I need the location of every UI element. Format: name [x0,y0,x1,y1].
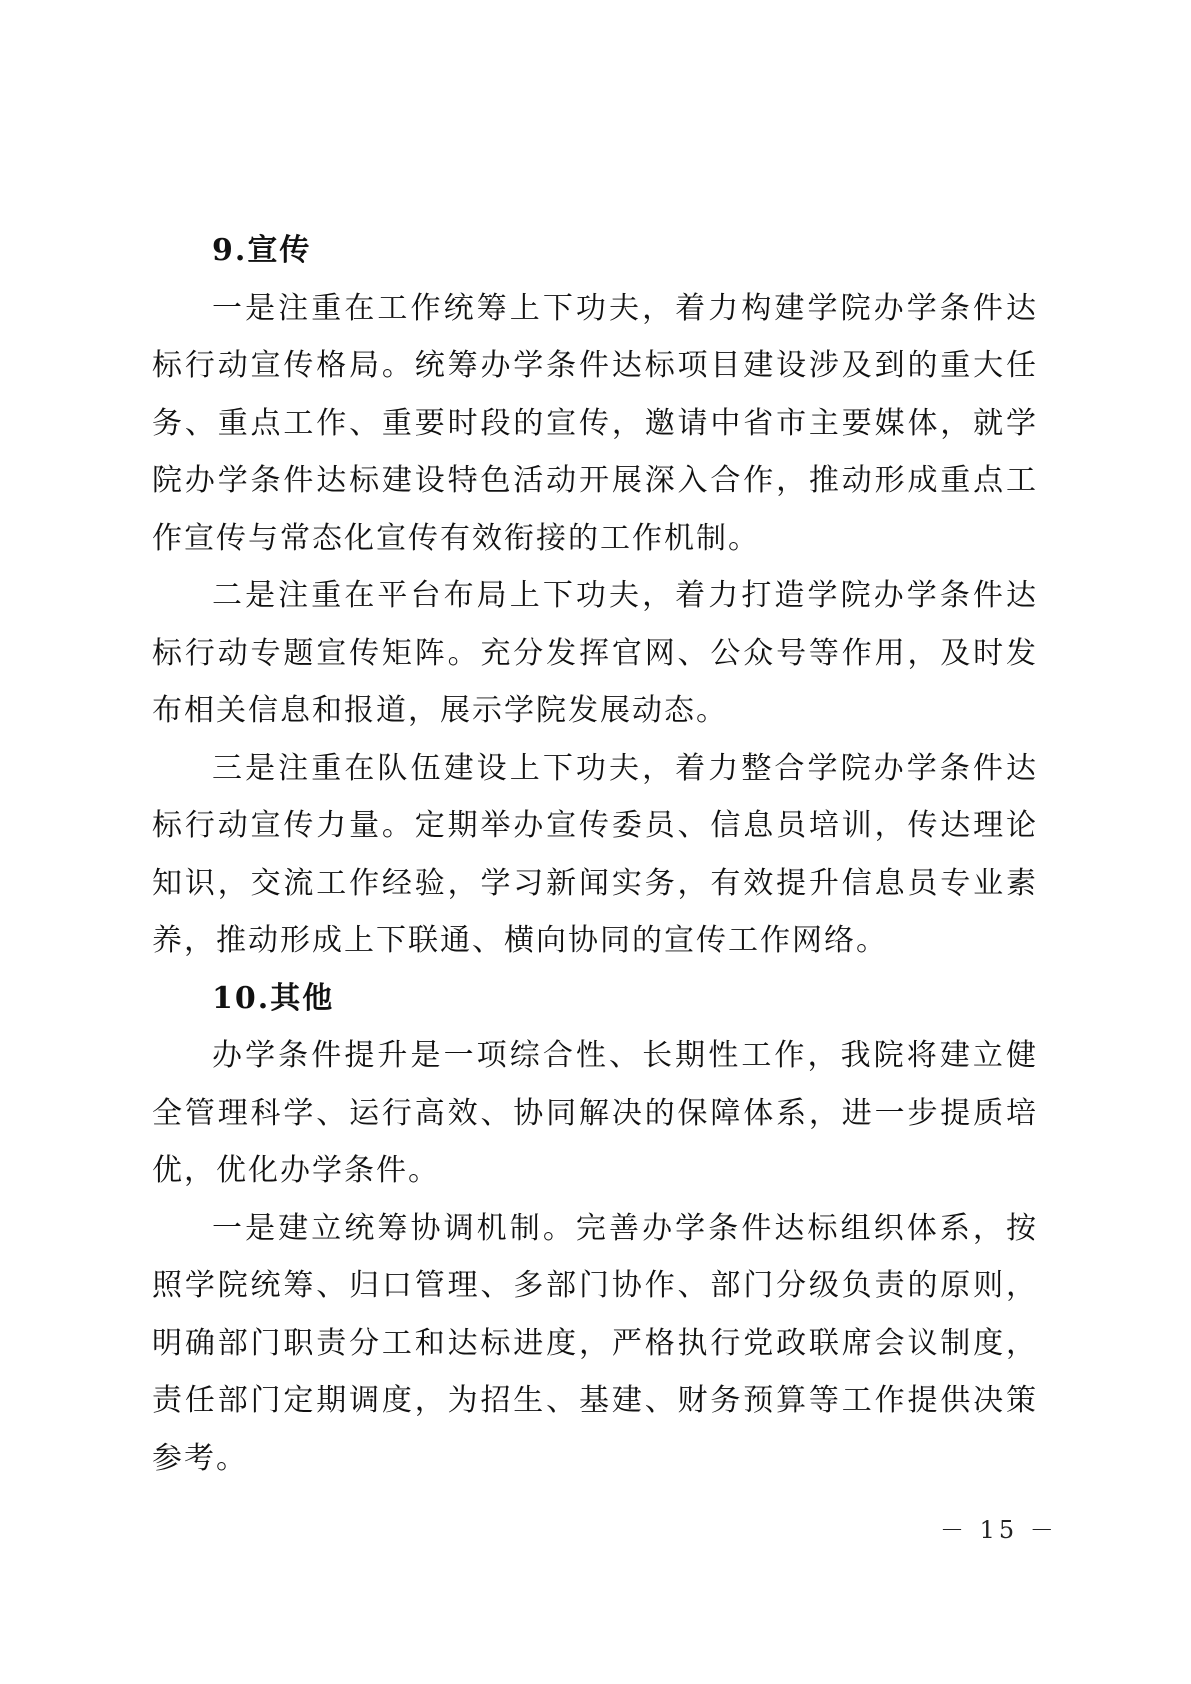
document-body [152,222,1038,1487]
paragraph: 办学条件提升是一项综合性、长期性工作，我院将建立健全管理科学、运行高效、协同解决的保障体系，进一步提质培优，优化办学条件。 [152,1038,1038,1188]
paragraph: 一是建立统筹协调机制。完善办学条件达标组织体系，按照学院统筹、归口管理、多部门协作、部门分级负责的原则，明确部门职责分工和达标进度，严格执行党政联席会议制度，责任部门定期调度，为招生、基建、财务预算等工作提供决策参考。 [152,1210,1038,1476]
paragraph: 三是注重在队伍建设上下功夫，着力整合学院办学条件达标行动宣传力量。定期举办宣传委员、信息员培训，传达理论知识，交流工作经验，学习新闻实务，有效提升信息员专业素养，推动形成上下联通、横向协同的宣传工作网络。 [152,750,1038,958]
page-number: － 15 － [940,1516,1058,1544]
paragraph: 二是注重在平台布局上下功夫，着力打造学院办学条件达标行动专题宣传矩阵。充分发挥官网、公众号等作用，及时发布相关信息和报道，展示学院发展动态。 [152,578,1038,728]
section-heading-publicity: 9.宣传 [212,233,312,268]
section-heading-other: 10.其他 [212,980,335,1016]
paragraph: 一是注重在工作统筹上下功夫，着力构建学院办学条件达标行动宣传格局。统筹办学条件达标项目建设涉及到的重大任务、重点工作、重要时段的宣传，邀请中省市主要媒体，就学院办学条件达标建设特色活动开展深入合作，推动形成重点工作宣传与常态化宣传有效衔接的工作机制。 [152,290,1038,556]
